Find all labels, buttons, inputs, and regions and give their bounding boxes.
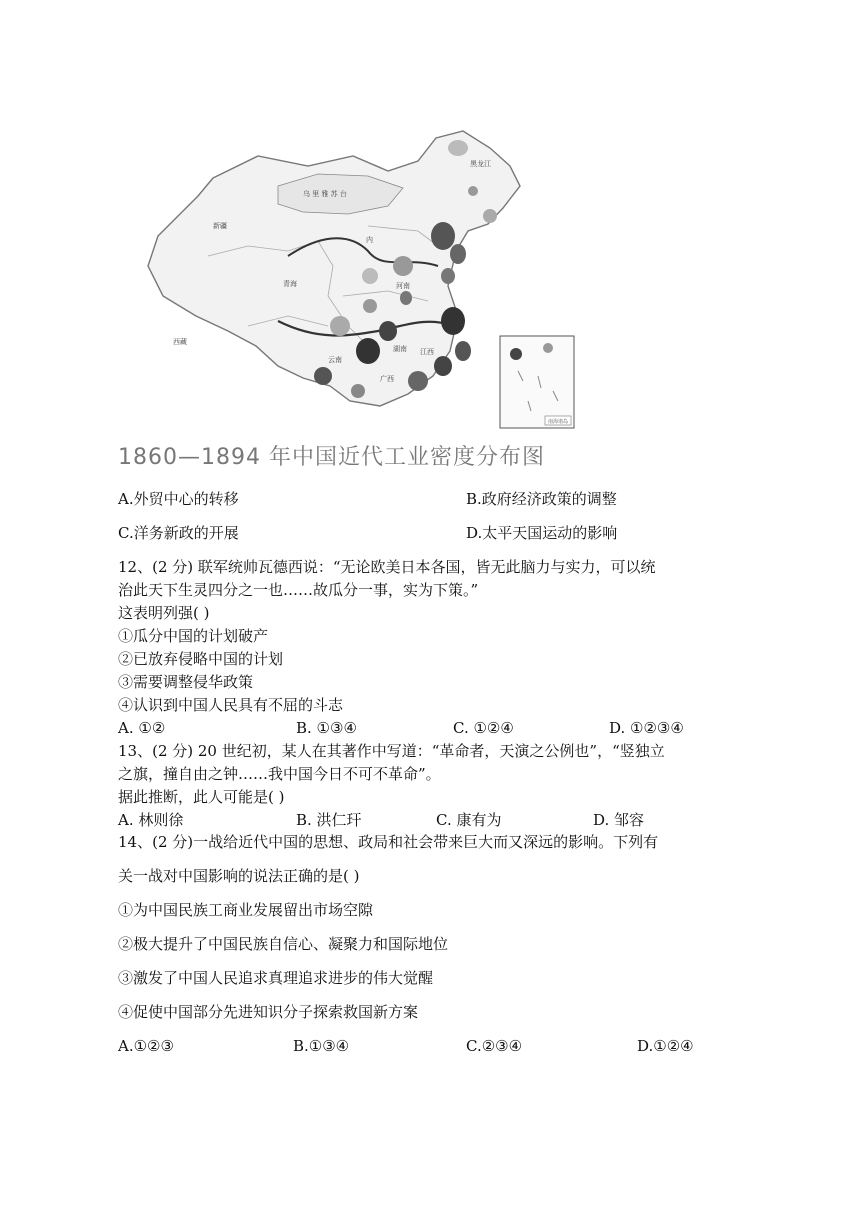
q14-item-2: ②极大提升了中国民族自信心、凝聚力和国际地位	[118, 935, 449, 953]
q14-option-c[interactable]: C.②③④	[466, 1037, 523, 1055]
q12-stem-line-3: 这表明列强( )	[118, 604, 210, 622]
q12-item-2: ②已放弃侵略中国的计划	[118, 650, 284, 668]
label-xizang: 西藏	[173, 338, 187, 346]
q12-item-3: ③需要调整侵华政策	[118, 673, 254, 691]
q14-stem-line-2: 关一战对中国影响的说法正确的是( )	[118, 867, 360, 885]
q14-item-1: ①为中国民族工商业发展留出市场空隙	[118, 901, 374, 919]
q12-option-c[interactable]: C. ①②④	[453, 719, 514, 737]
label-heilongjiang: 黑龙江	[470, 160, 491, 168]
q11-option-a[interactable]: A.外贸中心的转移	[118, 490, 239, 508]
label-xinjiang: 新疆	[213, 222, 227, 230]
q14-item-3: ③激发了中国人民追求真理追求进步的伟大觉醒	[118, 969, 434, 987]
china-outline	[148, 131, 520, 406]
q14-stem-line-1: 14、(2 分)一战给近代中国的思想、政局和社会带来巨大而又深远的影响。下列有	[118, 833, 659, 851]
q14-option-d[interactable]: D.①②④	[637, 1037, 694, 1055]
q13-stem-line-3: 据此推断，此人可能是( )	[118, 788, 285, 806]
q12-stem-line-2: 治此天下生灵四分之一也……故瓜分一事，实为下策。”	[118, 581, 479, 599]
label-guangxi: 广西	[380, 375, 394, 383]
q11-option-b[interactable]: B.政府经济政策的调整	[466, 490, 617, 508]
label-mongolia: 乌 里 雅 苏 台	[303, 190, 347, 198]
q12-option-b[interactable]: B. ①③④	[296, 719, 357, 737]
q12-option-a[interactable]: A. ①②	[118, 719, 166, 737]
industry-density-map	[118, 126, 598, 436]
label-inner: 内	[366, 236, 373, 244]
south-sea-inset	[500, 336, 574, 428]
q14-option-a[interactable]: A.①②③	[118, 1037, 174, 1055]
q13-option-b[interactable]: B. 洪仁玕	[296, 811, 362, 829]
q13-option-a[interactable]: A. 林则徐	[118, 811, 184, 829]
q12-item-4: ④认识到中国人民具有不屈的斗志	[118, 696, 344, 714]
inset-label: 南海诸岛	[548, 419, 569, 425]
q11-option-c[interactable]: C.洋务新政的开展	[118, 524, 239, 542]
q12-option-d[interactable]: D. ①②③④	[609, 719, 684, 737]
q13-option-d[interactable]: D. 邹容	[593, 811, 645, 829]
q11-option-d[interactable]: D.太平天国运动的影响	[466, 524, 618, 542]
q14-item-4: ④促使中国部分先进知识分子探索救国新方案	[118, 1003, 419, 1021]
label-henan: 河南	[396, 282, 410, 290]
label-yunnan: 云南	[328, 356, 342, 364]
q13-stem-line-1: 13、(2 分) 20 世纪初，某人在其著作中写道：“革命者，天演之公例也”，“竖独立	[118, 742, 665, 760]
label-hunan: 湖南	[393, 345, 407, 353]
label-jiangxi: 江西	[420, 348, 434, 356]
figure-caption: 1860—1894 年中国近代工业密度分布图	[118, 445, 545, 470]
q14-option-b[interactable]: B.①③④	[293, 1037, 350, 1055]
q12-item-1: ①瓜分中国的计划破产	[118, 627, 269, 645]
label-qinghai: 青海	[283, 280, 297, 288]
q13-option-c[interactable]: C. 康有为	[436, 811, 502, 829]
q12-stem-line-1: 12、(2 分) 联军统帅瓦德西说：“无论欧美日本各国，皆无此脑力与实力，可以统	[118, 558, 656, 576]
q13-stem-line-2: 之旗，撞自由之钟……我中国今日不可不革命”。	[118, 765, 441, 783]
